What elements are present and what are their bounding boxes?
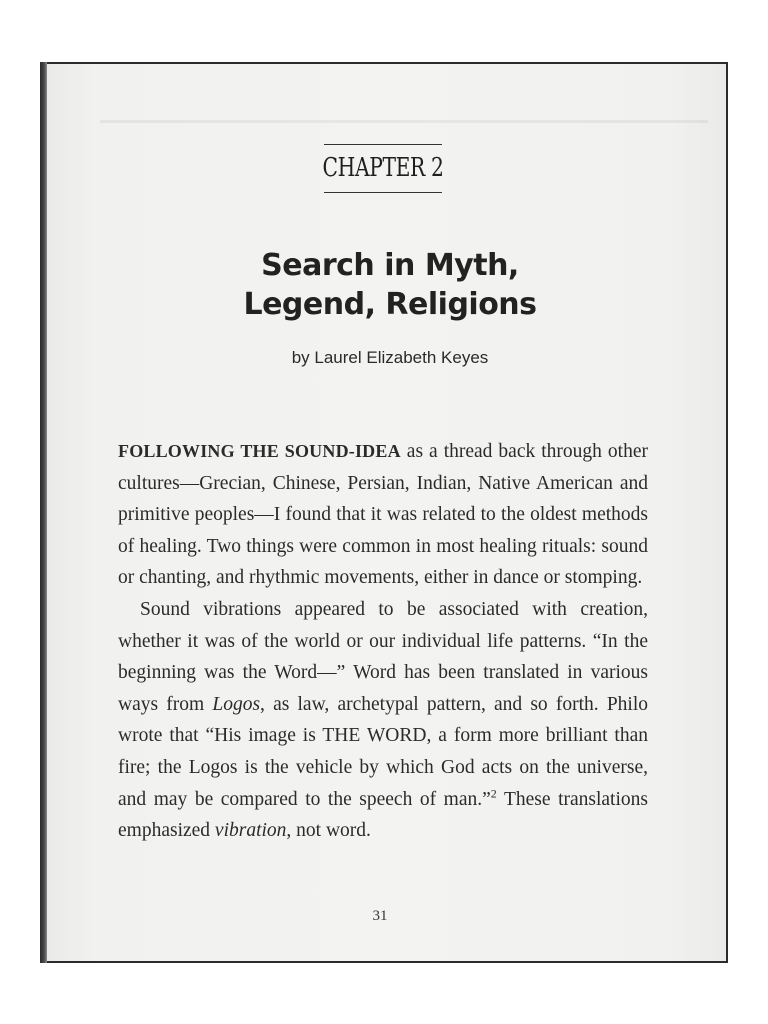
paragraph-2: [118, 594, 648, 847]
chapter-rule-bottom: [324, 192, 442, 193]
chapter-title-line-2: Legend, Religions: [243, 287, 537, 322]
paragraph-1-text: as a thread back through other cultures—Grecian, Chinese, Persian, Indian, Native American and primitive peoples—I found that it was related to the oldest methods of healing. Two things were common in most healing rituals: sound or chanting, and rhythmic movements, either in dance or stomping.: [118, 441, 648, 589]
paragraph-2-part-2: , as law, archetypal pattern, and so forth. Philo wrote that “His image is THE WORD, a form more brilliant than fire; the Logos is the vehicle by which God acts on the universe, and may be compared to the speech of man.”: [118, 693, 648, 810]
page-number: 31: [372, 908, 388, 924]
body-text: [118, 436, 648, 847]
paragraph-2-italic-logos: Logos: [212, 693, 261, 715]
paragraph-2-part-3: These translations emphasized: [118, 788, 648, 842]
paragraph-2-part-1: Sound vibrations appeared to be associated with creation, whether it was of the world or our individual life patterns. “In the beginning was the Word—” Word has been translated in various ways from: [118, 598, 648, 715]
book-spine-edge: [40, 62, 47, 963]
paragraph-1: [118, 436, 648, 594]
paragraph-2-part-4: , not word.: [286, 820, 371, 842]
paragraph-1-lead-in: FOLLOWING THE SOUND-IDEA: [118, 441, 401, 461]
chapter-title: [140, 246, 640, 324]
paragraph-2-italic-vibration: vibration: [214, 820, 287, 842]
footnote-marker: 2: [490, 786, 497, 801]
show-through-shadow: [100, 120, 708, 123]
author-byline: by Laurel Elizabeth Keyes: [291, 348, 489, 367]
chapter-rule-top: [324, 144, 442, 145]
chapter-label: CHAPTER 2: [322, 153, 444, 183]
chapter-title-line-1: Search in Myth,: [261, 248, 519, 283]
